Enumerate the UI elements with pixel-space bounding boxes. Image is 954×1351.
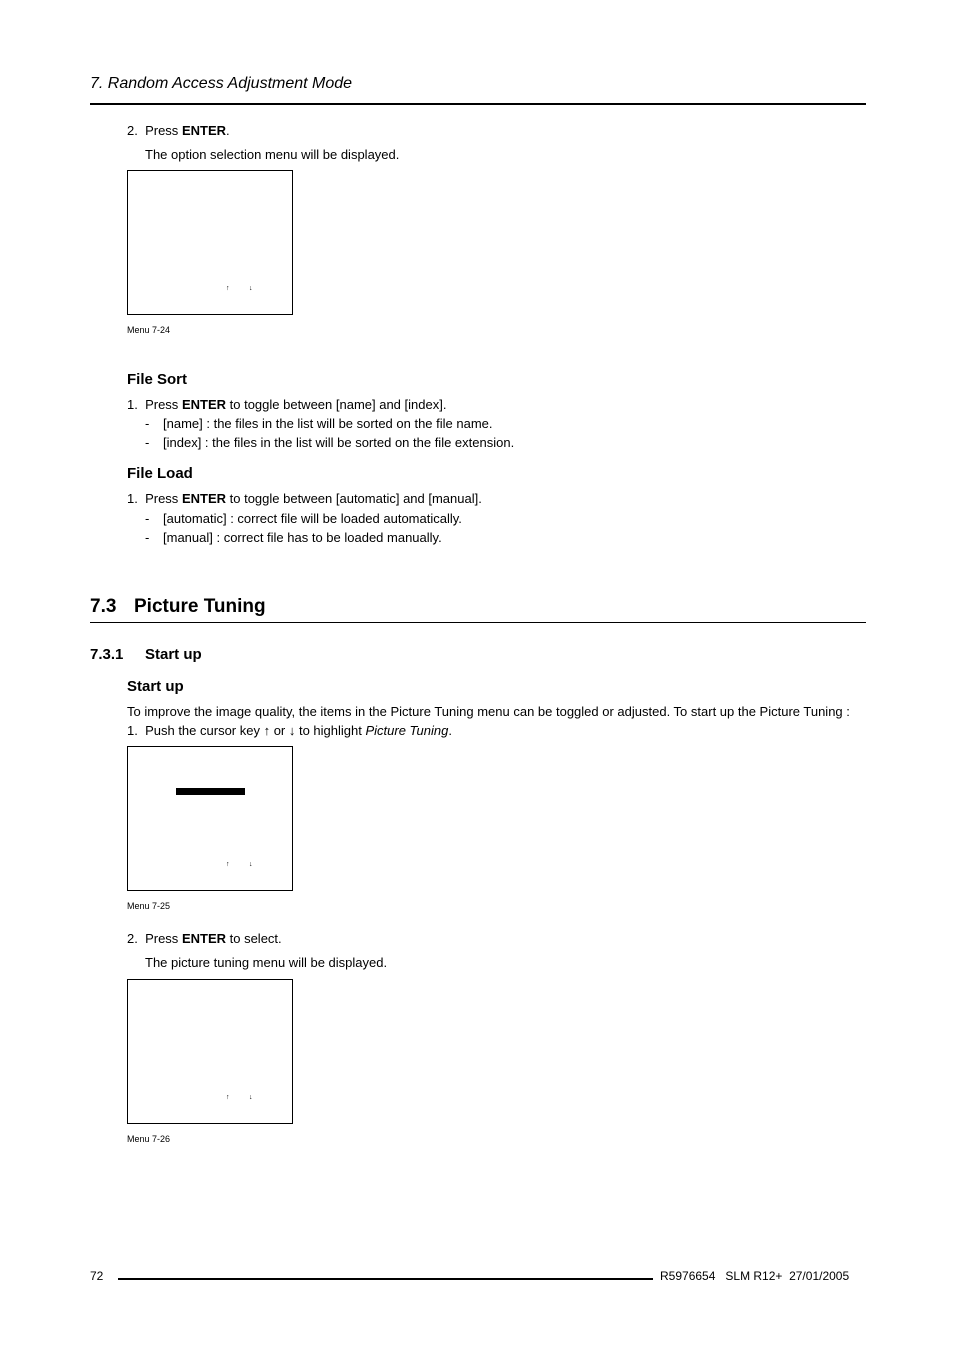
section-title: Picture Tuning bbox=[134, 596, 266, 617]
step-text: Press bbox=[145, 123, 179, 138]
list-item bbox=[145, 530, 442, 546]
step-number: 1. bbox=[127, 491, 138, 506]
footer-rule bbox=[118, 1278, 653, 1280]
step-text-end: to toggle between [name] and [index]. bbox=[229, 397, 447, 412]
bullet-dash: - bbox=[145, 511, 150, 526]
startup-step-1 bbox=[127, 723, 452, 739]
startup-heading: Start up bbox=[127, 678, 184, 695]
bullet-text: [name] : the files in the list will be sorted on the file name. bbox=[163, 416, 493, 431]
up-arrow-icon: ↑ bbox=[226, 285, 230, 292]
menu-screenshot-7-26 bbox=[127, 979, 293, 1124]
step-text-end: to toggle between [automatic] and [manual]. bbox=[229, 491, 482, 506]
step-number: 2. bbox=[127, 931, 138, 946]
highlight-bar bbox=[176, 788, 245, 795]
bullet-dash: - bbox=[145, 416, 150, 431]
bullet-text: [index] : the files in the list will be sorted on the file extension. bbox=[163, 435, 515, 450]
section-rule bbox=[90, 622, 866, 623]
subsection-number: 7.3.1 bbox=[90, 646, 124, 663]
step-number: 1. bbox=[127, 397, 138, 412]
startup-intro: To improve the image quality, the items in the Picture Tuning menu can be toggled or adjusted. To start up the Picture Tuning : bbox=[127, 704, 850, 719]
enter-key: ENTER bbox=[181, 123, 226, 138]
section-number: 7.3 bbox=[90, 596, 117, 617]
step-text: Push the cursor key ↑ or ↓ to highlight bbox=[145, 723, 362, 738]
step-note: The picture tuning menu will be displayed. bbox=[145, 955, 388, 970]
step-text: Press bbox=[145, 491, 179, 506]
up-arrow-icon: ↑ bbox=[226, 861, 230, 868]
menu-caption: Menu 7-26 bbox=[127, 1134, 171, 1144]
step-text: Press bbox=[145, 397, 179, 412]
step-number: 2. bbox=[127, 123, 138, 138]
page-number: 72 bbox=[90, 1269, 104, 1283]
chapter-header: 7. Random Access Adjustment Mode bbox=[90, 75, 353, 92]
menu-caption: Menu 7-24 bbox=[127, 325, 171, 335]
startup-step-2 bbox=[127, 931, 282, 947]
list-item bbox=[145, 511, 462, 527]
document-reference: R5976654 SLM R12+ 27/01/2005 bbox=[660, 1269, 850, 1283]
down-arrow-icon: ↓ bbox=[249, 1094, 253, 1101]
menu-screenshot-7-25 bbox=[127, 746, 293, 891]
step-text-end: . bbox=[226, 123, 230, 138]
down-arrow-icon: ↓ bbox=[249, 285, 253, 292]
enter-key: ENTER bbox=[181, 931, 226, 946]
step-text: Press bbox=[145, 931, 179, 946]
bullet-text: [automatic] : correct file will be loaded automatically. bbox=[163, 511, 462, 526]
bullet-text: [manual] : correct file has to be loaded manually. bbox=[163, 530, 442, 545]
menu-caption: Menu 7-25 bbox=[127, 901, 171, 911]
header-rule bbox=[90, 103, 866, 105]
enter-key: ENTER bbox=[181, 491, 226, 506]
list-item bbox=[145, 435, 514, 451]
file-load-heading: File Load bbox=[127, 465, 193, 482]
bullet-dash: - bbox=[145, 435, 150, 450]
step-text-end: . bbox=[448, 723, 452, 738]
highlight-target: Picture Tuning bbox=[365, 723, 449, 738]
list-item bbox=[145, 416, 493, 432]
step-text-end: to select. bbox=[229, 931, 282, 946]
step-note: The option selection menu will be displayed. bbox=[145, 147, 400, 162]
menu-screenshot-7-24 bbox=[127, 170, 293, 315]
section-heading bbox=[90, 596, 266, 618]
enter-key: ENTER bbox=[181, 397, 226, 412]
file-load-step bbox=[127, 491, 482, 507]
file-sort-heading: File Sort bbox=[127, 371, 188, 388]
step-press-enter bbox=[127, 123, 230, 139]
subsection-title: Start up bbox=[145, 646, 202, 663]
step-number: 1. bbox=[127, 723, 138, 738]
subsection-heading bbox=[90, 646, 202, 663]
file-sort-step bbox=[127, 397, 446, 413]
down-arrow-icon: ↓ bbox=[249, 861, 253, 868]
up-arrow-icon: ↑ bbox=[226, 1094, 230, 1101]
bullet-dash: - bbox=[145, 530, 150, 545]
